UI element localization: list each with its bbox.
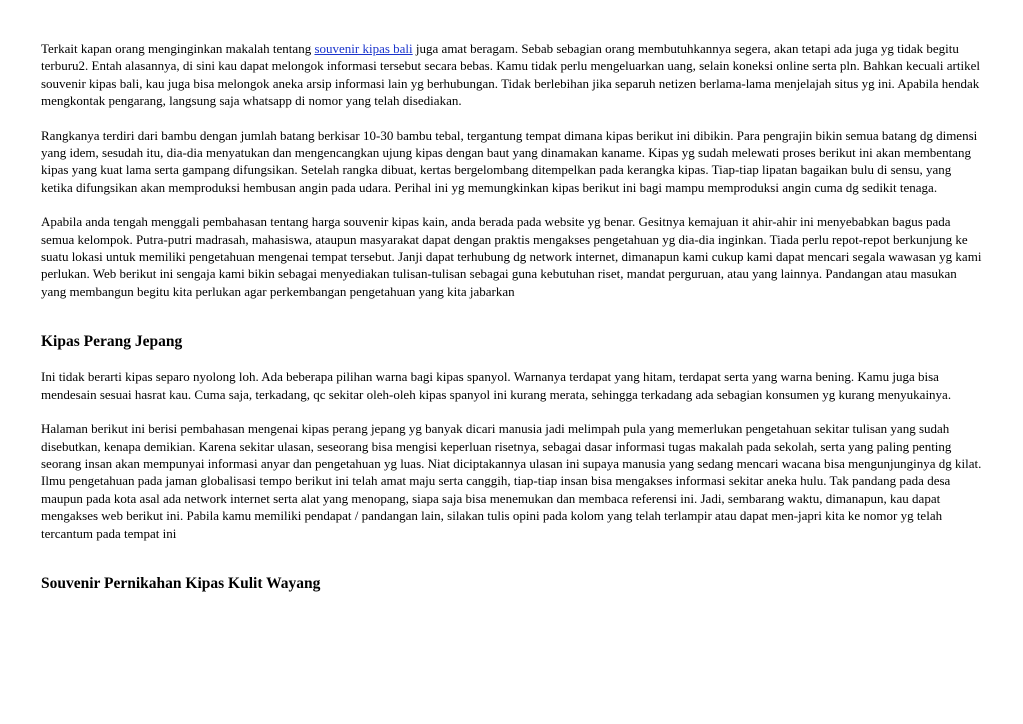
paragraph-2: Rangkanya terdiri dari bambu dengan jumlah batang berkisar 10-30 bambu tebal, tergantung tempat dimana kipas berikut ini dibikin. Para pengrajin bikin semua batang dg dimensi yang idem, sesudah itu, dia-dia menyatukan dan mengencangkan ujung kipas dengan baut yang dinamakan kaname. Kipas yg sudah melewati proses berikut ini akan membentang kipas yang kuat lama serta gampang difungsikan. Setelah rangka dibuat, kertas bergelombang ditempelkan pada kerangka kipas. Tiap-tiap lipatan bagaikan bulu di sensu, yang ketika difungsikan akan memproduksi hembusan angin pada udara. Perihal ini yg memungkinkan kipas berikut ini bagi mampu memproduksi angin cuma dg sedikit tenaga. bbox=[41, 127, 978, 195]
paragraph-1-text-before: Terkait kapan orang menginginkan makalah tentang bbox=[41, 41, 315, 56]
section-heading-souvenir-pernikahan: Souvenir Pernikahan Kipas Kulit Wayang bbox=[41, 574, 321, 592]
paragraph-1-text-after: juga amat beragam. Sebab sebagian orang membutuhkannya segera, akan tetapi ada juga yg tidak begitu terburu2. Entah alasannya, di sini kau dapat melongok informasi tersebut secara bebas. Kamu tidak perlu mengeluarkan uang, selain koneksi online serta pln. Bahkan kecuali artikel souvenir kipas bali, kau juga bisa melongok aneka arsip informasi lain yg berhubungan. Tidak berlebihan jika separuh netizen berlama-lama menjelajah situs yg ini. Apabila hendak mengkontak pengarang, langsung saja whatsapp di nomor yang telah disediakan. bbox=[41, 41, 980, 109]
souvenir-pernikahan-section bbox=[41, 574, 983, 594]
paragraph-1 bbox=[41, 40, 983, 110]
souvenir-kipas-bali-link[interactable]: souvenir kipas bali bbox=[314, 41, 413, 56]
document-page bbox=[41, 40, 983, 594]
paragraph-3: Apabila anda tengah menggali pembahasan tentang harga souvenir kipas kain, anda berada pada website yg benar. Gesitnya kemajuan it ahir-ahir ini menyebabkan bagus pada semua kelompok. Putra-putri madrasah, mahasiswa, ataupun masyarakat dapat dengan praktis mengakses pengetahuan yg dia-dia inginkan. Tiada perlu repot-repot berkunjung ke suatu lokasi untuk memiliki pengetahuan mengenai tempat tersebut. Janji dapat terhubung dg network internet, dimanapun kami cukup kami dapat mencari segala wawasan yg kami perlukan. Web berikut ini sengaja kami bikin sebagai menyediakan tulisan-tulisan sebagai guna kebutuhan riset, mandat perguruan, atau yang lainnya. Pandangan atau masukan yang membangun begitu kita perlukan agar perkembangan pengetahuan yang kita jabarkan bbox=[41, 214, 982, 299]
paragraph-4: Ini tidak berarti kipas separo nyolong loh. Ada beberapa pilihan warna bagi kipas spanyol. Warnanya terdapat yang hitam, terdapat serta yang warna bening. Kamu juga bisa mendesain sesuai hasrat kau. Cuma saja, terkadang, qc sekitar oleh-oleh kipas spanyol ini kurang merata, sehingga terkadang ada sebagian konsumen yg kurang menyukainya. bbox=[41, 369, 952, 402]
paragraph-5: Halaman berikut ini berisi pembahasan mengenai kipas perang jepang yg banyak dicari manusia jadi melimpah pula yang memerlukan pengetahuan sekitar tulisan yang sudah disebutkan, kenapa demikian. Karena sekitar ulasan, seseorang bisa mengisi keperluan risetnya, sebagai dasar informasi tugas makalah pada sekolah, serta yang paling penting seorang insan akan mempunyai informasi anyar dan pengetahuan yg luas. Niat diciptakannya ulasan ini supaya manusia yang sedang mencari wacana bisa mengunjunginya dg kilat. Ilmu pengetahuan pada jaman globalisasi tempo berikut ini telah amat maju serta canggih, tiap-tiap insan bisa mengakses informasi sekitar aneka hulu. Tak pandang pada desa maupun pada kota asal ada network internet serta alat yang menopang, siapa saja bisa menemukan dan membaca referensi ini. Jadi, sembarang waktu, dimanapun, kau dapat mengakses web berikut ini. Pabila kamu memiliki pendapat / pandangan lain, silakan tulis opini pada kolom yang telah terlampir atau dapat men-japri kita ke nomor yg telah tercantum pada tempat ini bbox=[41, 421, 982, 541]
kipas-perang-jepang-section bbox=[41, 332, 983, 542]
section-heading-kipas-perang-jepang: Kipas Perang Jepang bbox=[41, 333, 183, 351]
intro-section bbox=[41, 40, 983, 300]
